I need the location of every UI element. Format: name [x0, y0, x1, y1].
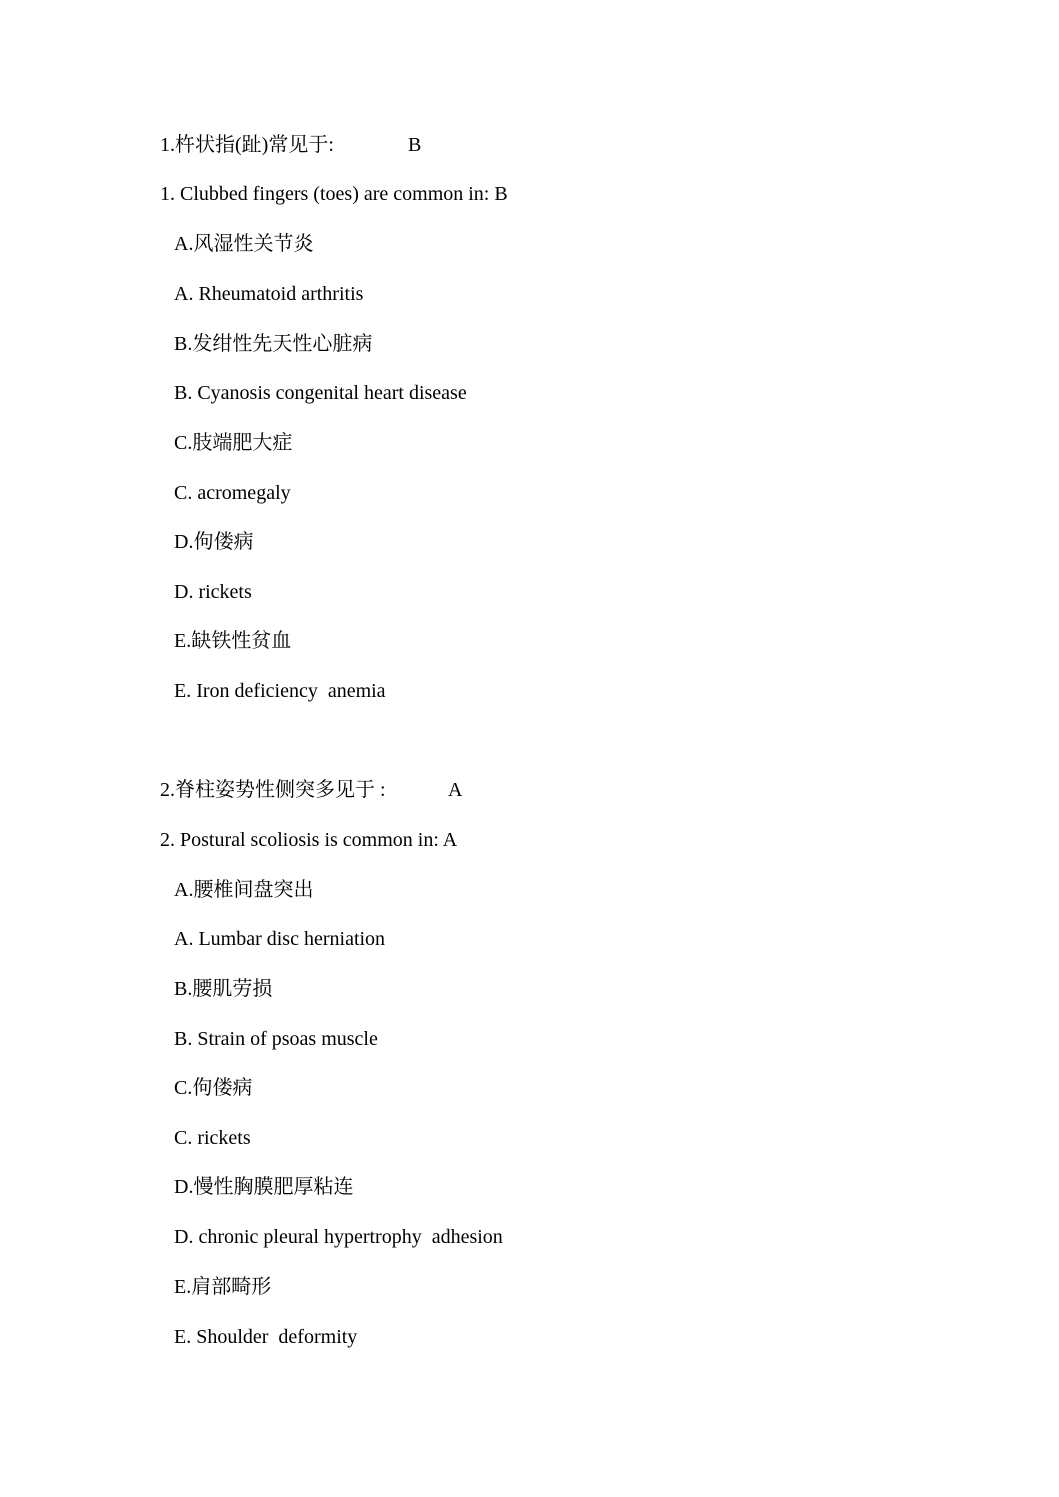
question-1-option-b-zh: B.发绀性先天性心脏病	[174, 333, 373, 355]
question-1-zh-answer: B	[408, 134, 422, 156]
question-2-option-b-zh: B.腰肌劳损	[174, 978, 273, 1000]
question-2-option-d-en: D. chronic pleural hypertrophy adhesion	[174, 1226, 503, 1248]
question-1-zh-stem: 1.杵状指(趾)常见于:	[160, 134, 334, 156]
question-1-option-a-zh: A.风湿性关节炎	[174, 233, 314, 255]
question-1-option-a-en: A. Rheumatoid arthritis	[174, 283, 364, 305]
question-1-option-e-en: E. Iron deficiency anemia	[174, 680, 386, 702]
question-2-option-e-zh: E.肩部畸形	[174, 1276, 272, 1298]
question-1-option-d-en: D. rickets	[174, 581, 252, 603]
question-2-option-e-en: E. Shoulder deformity	[174, 1326, 358, 1348]
question-1-option-c-zh: C.肢端肥大症	[174, 432, 293, 454]
question-2-option-c-en: C. rickets	[174, 1127, 251, 1149]
question-2-option-d-zh: D.慢性胸膜肥厚粘连	[174, 1176, 354, 1198]
question-1-option-b-en: B. Cyanosis congenital heart disease	[174, 382, 467, 404]
question-1-option-e-zh: E.缺铁性贫血	[174, 630, 292, 652]
question-1-en-stem: 1. Clubbed fingers (toes) are common in: B	[160, 183, 508, 205]
question-2-en-stem: 2. Postural scoliosis is common in: A	[160, 829, 458, 851]
question-2-option-a-en: A. Lumbar disc herniation	[174, 928, 386, 950]
question-2-zh-answer: A	[448, 779, 463, 801]
question-2-option-a-zh: A.腰椎间盘突出	[174, 879, 314, 901]
question-2-option-b-en: B. Strain of psoas muscle	[174, 1028, 378, 1050]
question-2-zh-stem: 2.脊柱姿势性侧突多见于 :	[160, 779, 386, 801]
question-2-option-c-zh: C.佝偻病	[174, 1077, 253, 1099]
question-1-option-d-zh: D.佝偻病	[174, 531, 254, 553]
question-1-option-c-en: C. acromegaly	[174, 482, 291, 504]
